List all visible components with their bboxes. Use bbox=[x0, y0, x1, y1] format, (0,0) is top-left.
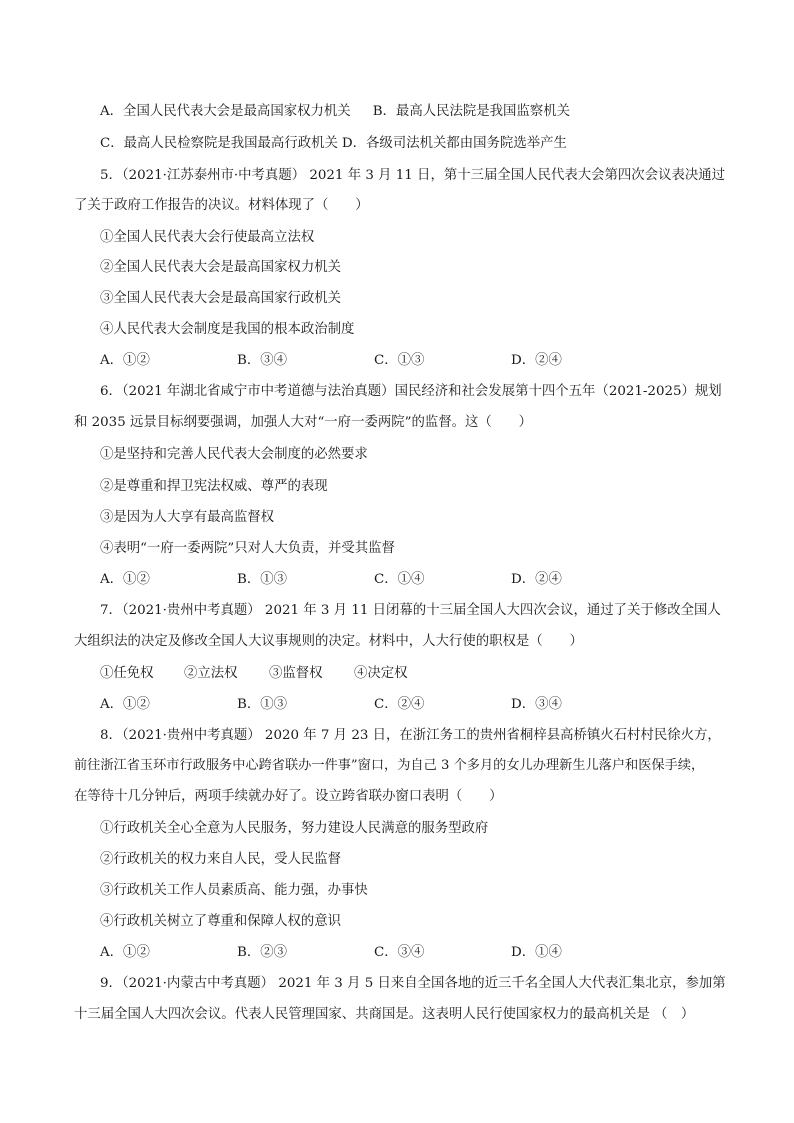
q7-option-b[interactable]: B．①③ bbox=[237, 697, 288, 712]
q9-stem-line2: 十三届全国人大四次会议。代表人民管理国家、共商国是。这表明人民行使国家权力的最高机关是 （ ） bbox=[74, 1007, 695, 1022]
q7-options bbox=[100, 695, 562, 715]
option-row-cd bbox=[100, 134, 567, 154]
q6-item-3: ③是因为人大享有最高监督权 bbox=[100, 510, 275, 525]
q8-item-1: ①行政机关全心全意为人民服务，努力建设人民满意的服务型政府 bbox=[100, 821, 489, 836]
q5-stem-line2: 了关于政府工作报告的决议。材料体现了（ ） bbox=[74, 198, 369, 213]
q8-option-d[interactable]: D．①④ bbox=[511, 945, 562, 960]
q6-item-1: ①是坚持和完善人民代表大会制度的必然要求 bbox=[100, 447, 368, 462]
option-row-ab bbox=[100, 102, 570, 122]
option-d[interactable]: D．各级司法机关都由国务院选举产生 bbox=[341, 136, 567, 151]
q8-item-2: ②行政机关的权力来自人民，受人民监督 bbox=[100, 852, 342, 867]
q7-item-3: ③监督权 bbox=[269, 666, 323, 681]
q8-options bbox=[100, 943, 562, 963]
q7-inline-items bbox=[100, 664, 408, 684]
q8-item-3: ③行政机关工作人员素质高、能力强，办事快 bbox=[100, 883, 368, 898]
q6-stem-line1: 6．（2021 年湖北省咸宁市中考道德与法治真题）国民经济和社会发展第十四个五年（2021-2025）规划 bbox=[100, 384, 722, 399]
q5-option-b[interactable]: B．③④ bbox=[237, 353, 288, 368]
q7-option-a[interactable]: A．①② bbox=[100, 697, 150, 712]
q8-option-b[interactable]: B．②③ bbox=[237, 945, 288, 960]
q5-option-d[interactable]: D．②④ bbox=[511, 353, 562, 368]
q6-options bbox=[100, 570, 562, 590]
q5-item-4: ④人民代表大会制度是我国的根本政治制度 bbox=[100, 322, 355, 337]
q6-option-a[interactable]: A．①② bbox=[100, 572, 150, 587]
option-a[interactable]: A．全国人民代表大会是最高国家权力机关 bbox=[100, 104, 351, 119]
q6-stem-line2: 和 2035 远景目标纲要强调，加强人大对“一府一委两院”的监督。这（ ） bbox=[74, 415, 532, 430]
q5-option-c[interactable]: C．①③ bbox=[374, 353, 425, 368]
q5-stem-line1: 5．（2021·江苏泰州市·中考真题） 2021 年 3 月 11 日，第十三届全国人民代表大会第四次会议表决通过 bbox=[100, 168, 726, 183]
q6-item-4: ④表明“一府一委两院”只对人大负责，并受其监督 bbox=[100, 541, 395, 556]
q7-stem-line2: 大组织法的决定及修改全国人大议事规则的决定。材料中，人大行使的职权是（ ） bbox=[74, 634, 583, 649]
q7-stem-line1: 7．（2021·贵州中考真题） 2021 年 3 月 11 日闭幕的十三届全国人大四次会议，通过了关于修改全国人 bbox=[100, 603, 721, 618]
q5-item-1: ①全国人民代表大会行使最高立法权 bbox=[100, 230, 315, 245]
q8-option-a[interactable]: A．①② bbox=[100, 945, 150, 960]
q7-item-2: ②立法权 bbox=[184, 666, 238, 681]
q6-option-b[interactable]: B．①③ bbox=[237, 572, 288, 587]
q6-option-c[interactable]: C．①④ bbox=[374, 572, 425, 587]
option-c[interactable]: C．最高人民检察院是我国最高行政机关 bbox=[100, 136, 338, 151]
q6-item-2: ②是尊重和捍卫宪法权威、尊严的表现 bbox=[100, 479, 328, 494]
q7-option-c[interactable]: C．②④ bbox=[374, 697, 425, 712]
q8-stem-line3: 在等待十几分钟后，两项手续就办好了。设立跨省联办窗口表明（ ） bbox=[74, 789, 503, 804]
q8-item-4: ④行政机关树立了尊重和保障人权的意识 bbox=[100, 914, 342, 929]
q5-item-2: ②全国人民代表大会是最高国家权力机关 bbox=[100, 260, 342, 275]
q7-item-4: ④决定权 bbox=[354, 666, 408, 681]
q8-stem-line1: 8．（2021·贵州中考真题） 2020 年 7 月 23 日，在浙江务工的贵州省桐梓县高桥镇火石村村民徐火方， bbox=[100, 728, 721, 743]
q7-option-d[interactable]: D．③④ bbox=[511, 697, 562, 712]
q7-item-1: ①任免权 bbox=[100, 666, 154, 681]
q8-stem-line2: 前往浙江省玉环市行政服务中心跨省联办一件事”窗口，为自己 3 个多月的女儿办理新生儿落户和医保手续， bbox=[74, 758, 705, 773]
q9-stem-line1: 9．（2021·内蒙古中考真题） 2021 年 3 月 5 日来自全国各地的近三千名全国人大代表汇集北京，参加第 bbox=[100, 976, 726, 991]
q5-options bbox=[100, 351, 562, 371]
q6-option-d[interactable]: D．②④ bbox=[511, 572, 562, 587]
option-b[interactable]: B．最高人民法院是我国监察机关 bbox=[372, 104, 571, 119]
q5-item-3: ③全国人民代表大会是最高国家行政机关 bbox=[100, 291, 342, 306]
q8-option-c[interactable]: C．③④ bbox=[374, 945, 425, 960]
q5-option-a[interactable]: A．①② bbox=[100, 353, 150, 368]
